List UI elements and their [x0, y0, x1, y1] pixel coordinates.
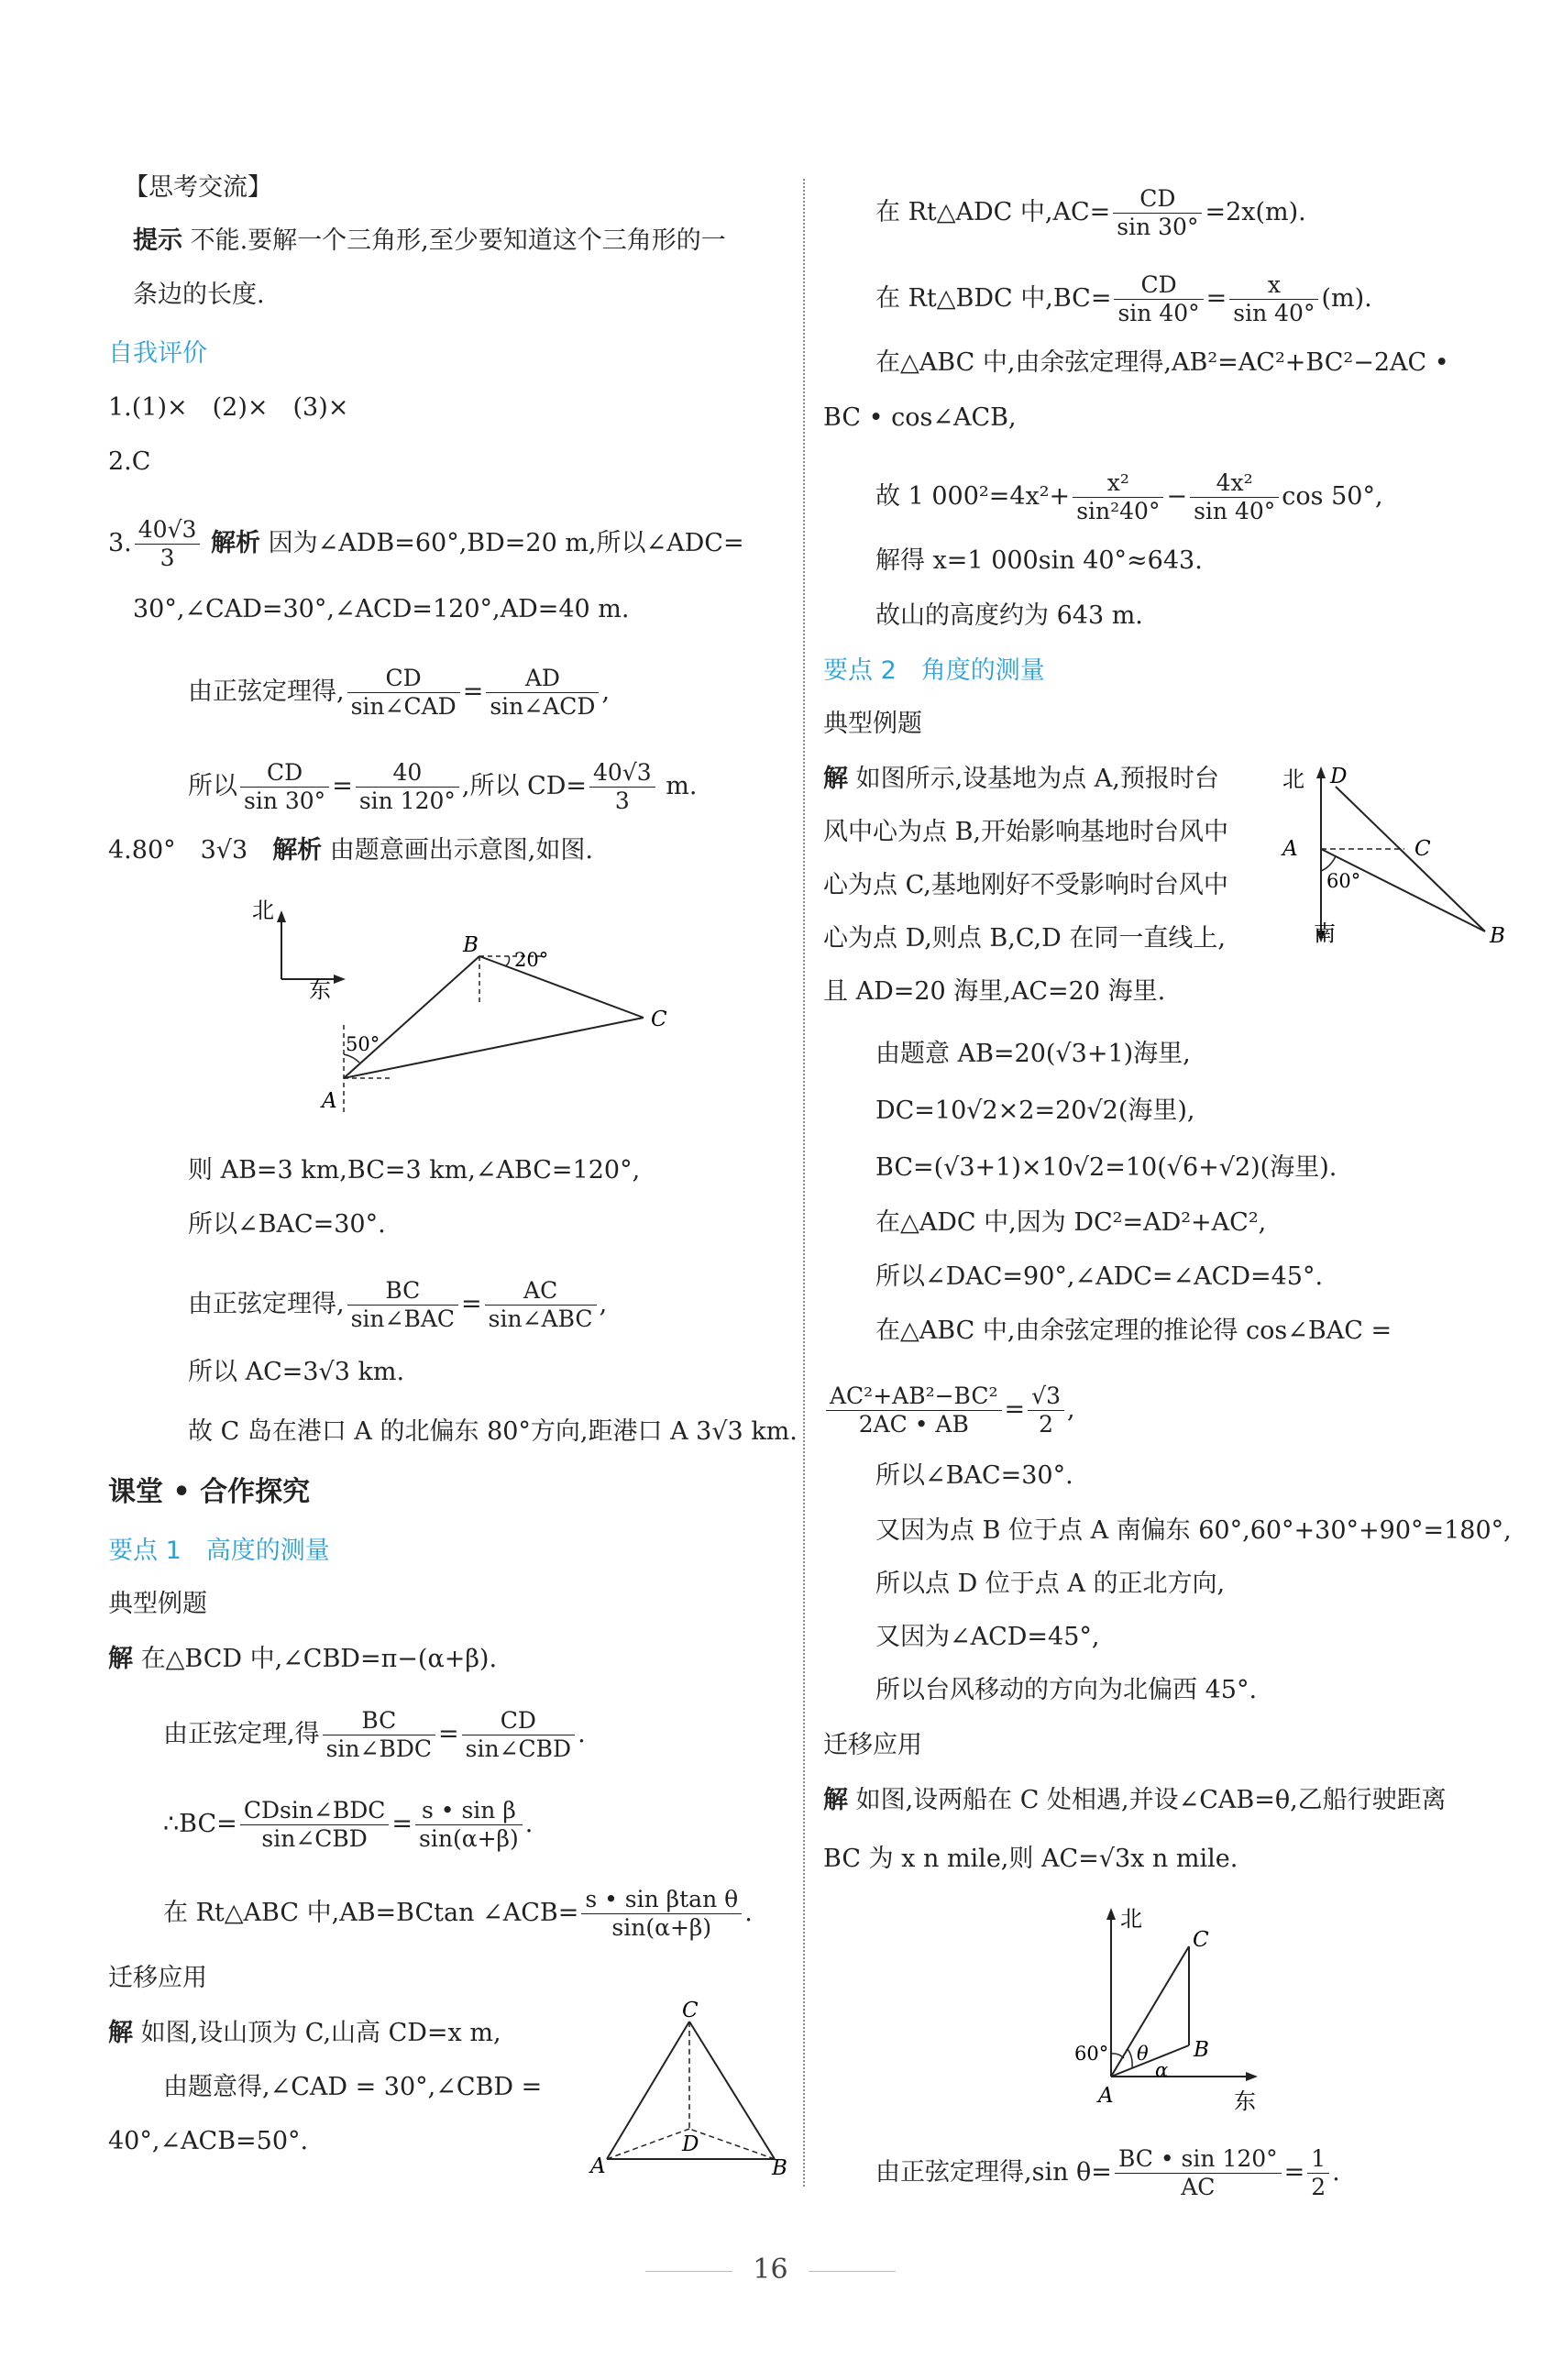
analysis-label: 解析	[211, 529, 261, 557]
angle-50-label: 50°	[346, 1033, 380, 1055]
fraction	[356, 759, 459, 815]
numerator: 4x²	[1190, 469, 1279, 498]
fraction	[1073, 469, 1163, 525]
numerator: BC	[347, 1277, 458, 1306]
fraction	[1028, 1383, 1064, 1438]
edge-bd	[689, 2129, 775, 2159]
answer-3-sine-law: 由正弦定理得, $\frac{CD}{\text{sin∠CAD}}$ = $\frac{AD}{\text{sin∠ACD}}$ ,	[188, 665, 611, 720]
fraction	[462, 1707, 575, 1763]
fraction	[347, 1277, 458, 1333]
transfer-1-heading: 迁移应用	[108, 1964, 207, 1992]
angle-label: 60°	[1326, 870, 1361, 892]
text: 在 Rt△ADC 中,AC=	[875, 198, 1111, 226]
text: 如图,设两船在 C 处相遇,并设∠CAB=θ,乙船行驶距离	[855, 1786, 1447, 1814]
line-ab	[1111, 2045, 1189, 2077]
north-arrow-icon	[1316, 766, 1326, 778]
typical-1-ab: 在 Rt△ABC 中,AB=BCtan ∠ACB= $\frac{\text{s • sin βtan θ}}{\sin(\alpha+\beta)}$ .	[163, 1886, 753, 1941]
angle-20-label: 20°	[514, 949, 549, 971]
denominator: sin 40°	[1194, 498, 1276, 524]
denominator: sin∠BDC	[325, 1735, 433, 1762]
answer-4-line-1	[108, 832, 593, 869]
denominator: 2	[1311, 2174, 1326, 2200]
answer-4-angle: 所以∠BAC=30°.	[188, 1210, 386, 1239]
numerator: CD	[462, 1707, 575, 1735]
denominator: sin∠ACD	[490, 693, 596, 720]
solution-label: 解	[108, 2019, 133, 2047]
figure-ships	[1054, 1893, 1329, 2113]
typical-2-line-10: 所以∠DAC=90°,∠ADC=∠ACD=45°.	[875, 1262, 1324, 1291]
text: 在 Rt△BDC 中,BC=	[875, 284, 1112, 313]
hint-line-1	[133, 223, 726, 259]
hint-line-2: 条边的长度.	[133, 281, 265, 309]
answer-4-value: 4.80° 3√3	[108, 836, 248, 865]
denominator: sin∠ABC	[488, 1306, 593, 1332]
denominator: 3	[160, 545, 175, 571]
angle-arc-b	[505, 956, 510, 966]
segment-ac	[344, 1018, 644, 1078]
answer-4-ac: 所以 AC=3√3 km.	[188, 1358, 405, 1386]
point-2-heading: 要点 2 角度的测量	[823, 656, 1045, 685]
point-a-label: A	[1098, 2084, 1114, 2108]
typical-2-line-1	[823, 761, 1219, 798]
answer-2: 2.C	[108, 447, 151, 476]
point-b-label: B	[1490, 924, 1505, 948]
angle-arc-theta	[1128, 2049, 1132, 2068]
angle-60-label: 60°	[1074, 2043, 1109, 2065]
answer-1: 1.(1)× (2)× (3)×	[108, 393, 349, 422]
think-heading: 【思考交流】	[124, 173, 272, 202]
denominator: 3	[614, 788, 630, 814]
denominator: sin 30°	[244, 788, 326, 814]
transfer-2-line-2: BC 为 x n mile,则 AC=√3x n mile.	[823, 1845, 1238, 1873]
section-heading: 课堂 • 合作探究	[108, 1476, 311, 1508]
denominator: 2AC • AB	[858, 1411, 969, 1438]
numerator: BC	[323, 1707, 435, 1735]
text: 在△BCD 中,∠CBD=π−(α+β).	[140, 1645, 498, 1673]
text: 由正弦定理得,	[188, 678, 345, 706]
answer-3-line-2: 30°,∠CAD=30°,∠ACD=120°,AD=40 m.	[133, 595, 630, 623]
self-eval-heading: 自我评价	[108, 339, 207, 368]
typical-2-line-16: 又因为∠ACD=45°,	[875, 1623, 1100, 1651]
right-equation: 故 1 000²=4x²+ $\frac{\text{x²}}{\text{sin²40°}}$ − $\frac{\text{4x²}}{\sin 40^\circ}$ cos 50°,	[875, 469, 1383, 524]
hint-text: 不能.要解一个三角形,至少要知道这个三角形的一	[190, 226, 726, 255]
solution-label: 解	[108, 1645, 133, 1673]
denominator: sin 120°	[358, 788, 456, 814]
text: 在 Rt△ABC 中,AB=BCtan ∠ACB=	[163, 1899, 579, 1927]
edge-cb	[689, 2022, 775, 2159]
typical-2-line-11: 在△ABC 中,由余弦定理的推论得 cos∠BAC =	[875, 1317, 1392, 1345]
answer-3-text: 因为∠ADB=60°,BD=20 m,所以∠ADC=	[268, 529, 744, 557]
point-b-label: B	[463, 933, 479, 957]
right-height: 故山的高度约为 643 m.	[875, 601, 1143, 630]
numerator: 40	[356, 759, 459, 788]
segment-bc	[479, 956, 644, 1018]
text: 如图所示,设基地为点 A,预报时台	[855, 765, 1219, 793]
point-a-label: A	[590, 2154, 606, 2178]
numerator: 40√3	[135, 516, 201, 545]
text: ,所以 CD=	[461, 772, 588, 800]
point-b-label: B	[772, 2156, 787, 2180]
north-arrow-icon	[1106, 1908, 1116, 1920]
answer-4-sine-law: 由正弦定理得, $\frac{BC}{\text{sin∠BAC}}$ = $\frac{AC}{\text{sin∠ABC}}$ ,	[188, 1277, 608, 1332]
typical-2-line-6: 由题意 AB=20(√3+1)海里,	[875, 1040, 1191, 1068]
denominator: sin∠BAC	[350, 1306, 456, 1332]
denominator: sin∠CBD	[465, 1735, 572, 1762]
denominator: 2	[1039, 1411, 1054, 1438]
text: 故 1 000²=4x²+	[875, 482, 1071, 511]
denominator: sin∠CBD	[261, 1825, 368, 1852]
transfer-1-line-2: 由题意得,∠CAD = 30°,∠CBD =	[163, 2073, 543, 2101]
solution-label: 解	[823, 765, 848, 793]
text: ∴BC=	[163, 1810, 237, 1838]
text: 由正弦定理得,	[188, 1290, 345, 1318]
numerator: AC	[485, 1277, 597, 1306]
typical-2-cosine-fraction: $\frac{\text{AC²+AB²−BC²}}{2AC • AB}$ = $\frac{√3}{2}$ ,	[823, 1383, 1075, 1438]
typical-1-bc: ∴BC= $\frac{\text{CDsin∠BDC}}{\text{sin∠CBD}}$ = $\frac{\text{s • sin β}}{\sin(\alpha+\beta)}$ .	[163, 1797, 534, 1852]
right-solve: 解得 x=1 000sin 40°≈643.	[875, 546, 1203, 575]
fraction	[1307, 2145, 1329, 2201]
fraction	[485, 1277, 597, 1333]
numerator: CD	[1114, 271, 1203, 300]
numerator: √3	[1028, 1383, 1064, 1411]
north-arrow-icon	[277, 910, 286, 922]
answer-3-number: 3.	[108, 529, 132, 557]
numerator: s • sin βtan θ	[581, 1886, 742, 1914]
answer-4-conclusion: 故 C 岛在港口 A 的北偏东 80°方向,距港口 A 3√3 km.	[188, 1417, 798, 1446]
north-label: 北	[1120, 1906, 1142, 1932]
typical-2-line-17: 所以台风移动的方向为北偏西 45°.	[875, 1676, 1258, 1704]
north-label: 北	[1282, 766, 1304, 792]
fraction	[415, 1797, 523, 1853]
east-label: 东	[1234, 2088, 1256, 2113]
answer-4-given: 则 AB=3 km,BC=3 km,∠ABC=120°,	[188, 1156, 641, 1184]
point-a-label: A	[1282, 837, 1298, 861]
point-a-label: A	[322, 1089, 337, 1113]
footer-rule-left	[645, 2271, 732, 2272]
typical-example-2: 典型例题	[823, 710, 922, 738]
numerator: AC²+AB²−BC²	[826, 1383, 1002, 1411]
typical-2-line-8: BC=(√3+1)×10√2=10(√6+√2)(海里).	[875, 1153, 1337, 1182]
numerator: CD	[347, 665, 460, 693]
typical-1-line-1	[108, 1641, 497, 1678]
fraction	[347, 665, 460, 721]
typical-1-sine-law: 由正弦定理,得 $\frac{BC}{\text{sin∠BDC}}$ = $\frac{CD}{\text{sin∠CBD}}$ .	[163, 1707, 586, 1762]
figure-mountain	[587, 1999, 798, 2182]
edge-ca	[607, 2022, 689, 2159]
right-cosine-law: 在△ABC 中,由余弦定理得,AB²=AC²+BC²−2AC •	[875, 348, 1449, 377]
typical-2-line-13: 所以∠BAC=30°.	[875, 1461, 1073, 1490]
edge-ad	[607, 2129, 689, 2159]
east-arrow-icon	[334, 975, 346, 984]
analysis-label: 解析	[272, 836, 323, 865]
fraction	[1229, 271, 1318, 327]
denominator: sin∠CAD	[350, 693, 457, 720]
angle-arc	[1321, 856, 1336, 871]
numerator: CDsin∠BDC	[240, 1797, 390, 1825]
denominator: sin(α+β)	[611, 1914, 712, 1941]
point-d-label: D	[682, 2132, 699, 2156]
solution-label: 解	[823, 1786, 848, 1814]
text: 所以	[188, 772, 237, 800]
fraction	[486, 665, 599, 721]
fraction	[1190, 469, 1279, 525]
denominator: sin 40°	[1233, 300, 1315, 326]
fraction	[589, 759, 655, 815]
point-c-label: C	[682, 1999, 699, 2022]
east-label: 东	[309, 977, 331, 1003]
text: m.	[666, 772, 698, 800]
figure-typhoon	[1279, 759, 1526, 961]
typical-2-line-9: 在△ADC 中,因为 DC²=AD²+AC²,	[875, 1208, 1267, 1237]
point-1-heading: 要点 1 高度的测量	[108, 1537, 330, 1565]
fraction	[581, 1886, 742, 1942]
typical-example-1: 典型例题	[108, 1590, 207, 1618]
numerator: x	[1229, 271, 1318, 300]
point-c-label: C	[1193, 1928, 1209, 1952]
text: 由正弦定理得,sin θ=	[875, 2158, 1112, 2187]
page-number: 16	[753, 2253, 788, 2286]
theta-label: θ	[1137, 2043, 1149, 2065]
text: cos 50°,	[1282, 482, 1383, 511]
transfer-2-sine-law: 由正弦定理得,sin θ= $\frac{BC • \sin 120^\circ}{AC}$ = $\frac{1}{2}$ .	[875, 2145, 1340, 2200]
transfer-1-line-1	[108, 2015, 501, 2052]
answer-3-line-1	[108, 516, 744, 572]
typical-2-line-4: 心为点 D,则点 B,C,D 在同一直线上,	[823, 924, 1226, 953]
fraction	[1113, 185, 1202, 241]
north-label: 北	[252, 898, 274, 923]
fraction	[240, 1797, 390, 1853]
typical-2-line-15: 所以点 D 位于点 A 的正北方向,	[875, 1570, 1226, 1598]
fraction	[135, 516, 201, 572]
answer-4-text: 由题意画出示意图,如图.	[329, 836, 593, 865]
south-label: 南	[1314, 920, 1336, 946]
answer-3-result: 所以 $\frac{CD}{\sin 30^\circ}$ = $\frac{40}{\sin 120^\circ}$ ,所以 CD= $\frac{40√3}{3}$ m.	[188, 759, 698, 814]
numerator: 40√3	[589, 759, 655, 788]
line-db	[1336, 787, 1485, 931]
numerator: s • sin β	[415, 1797, 523, 1825]
footer-rule-right	[809, 2271, 896, 2272]
text: 由正弦定理,得	[163, 1720, 320, 1748]
point-c-label: C	[651, 1008, 667, 1031]
fraction	[240, 759, 329, 815]
text: (m).	[1321, 284, 1372, 313]
typical-2-line-5: 且 AD=20 海里,AC=20 海里.	[823, 977, 1166, 1006]
figure-answer-4	[234, 887, 710, 1126]
page-footer	[0, 2253, 1541, 2286]
right-ac	[875, 185, 1306, 241]
denominator: sin 40°	[1117, 300, 1200, 326]
transfer-2-heading: 迁移应用	[823, 1731, 922, 1759]
typical-2-line-2: 风中心为点 B,开始影响基地时台风中	[823, 818, 1229, 846]
point-c-label: C	[1414, 837, 1431, 861]
angle-arc-a	[344, 1054, 359, 1063]
denominator: sin²40°	[1076, 498, 1161, 524]
column-divider	[803, 179, 805, 2187]
denominator: AC	[1181, 2174, 1216, 2200]
numerator: 1	[1307, 2145, 1329, 2174]
numerator: AD	[486, 665, 599, 693]
segment-ab	[344, 956, 479, 1078]
typical-2-line-3: 心为点 C,基地刚好不受影响时台风中	[823, 871, 1228, 899]
typical-2-line-14: 又因为点 B 位于点 A 南偏东 60°,60°+30°+90°=180°,	[875, 1516, 1512, 1545]
fraction	[826, 1383, 1002, 1438]
typical-2-line-7: DC=10√2×2=20√2(海里),	[875, 1096, 1195, 1125]
fraction	[1114, 271, 1203, 327]
point-b-label: B	[1194, 2038, 1209, 2062]
numerator: CD	[240, 759, 329, 788]
transfer-1-line-3: 40°,∠ACB=50°.	[108, 2127, 309, 2155]
numerator: CD	[1113, 185, 1202, 214]
text: 如图,设山顶为 C,山高 CD=x m,	[140, 2019, 501, 2047]
fraction	[323, 1707, 435, 1763]
text: =2x(m).	[1205, 198, 1306, 226]
hint-label: 提示	[133, 226, 182, 255]
east-arrow-icon	[1246, 2072, 1258, 2081]
denominator: sin 30°	[1117, 214, 1199, 240]
right-cosine-law-2: BC • cos∠ACB,	[823, 403, 1017, 432]
numerator: x²	[1073, 469, 1163, 498]
numerator: BC • sin 120°	[1115, 2145, 1282, 2174]
fraction	[1115, 2145, 1282, 2201]
denominator: sin(α+β)	[419, 1825, 519, 1852]
right-bc: 在 Rt△BDC 中,BC= $\frac{CD}{\sin 40^\circ}$ = $\frac{x}{\sin 40^\circ}$ (m).	[875, 271, 1372, 326]
alpha-label: α	[1155, 2059, 1169, 2081]
point-d-label: D	[1330, 765, 1348, 788]
transfer-2-line-1	[823, 1782, 1447, 1819]
